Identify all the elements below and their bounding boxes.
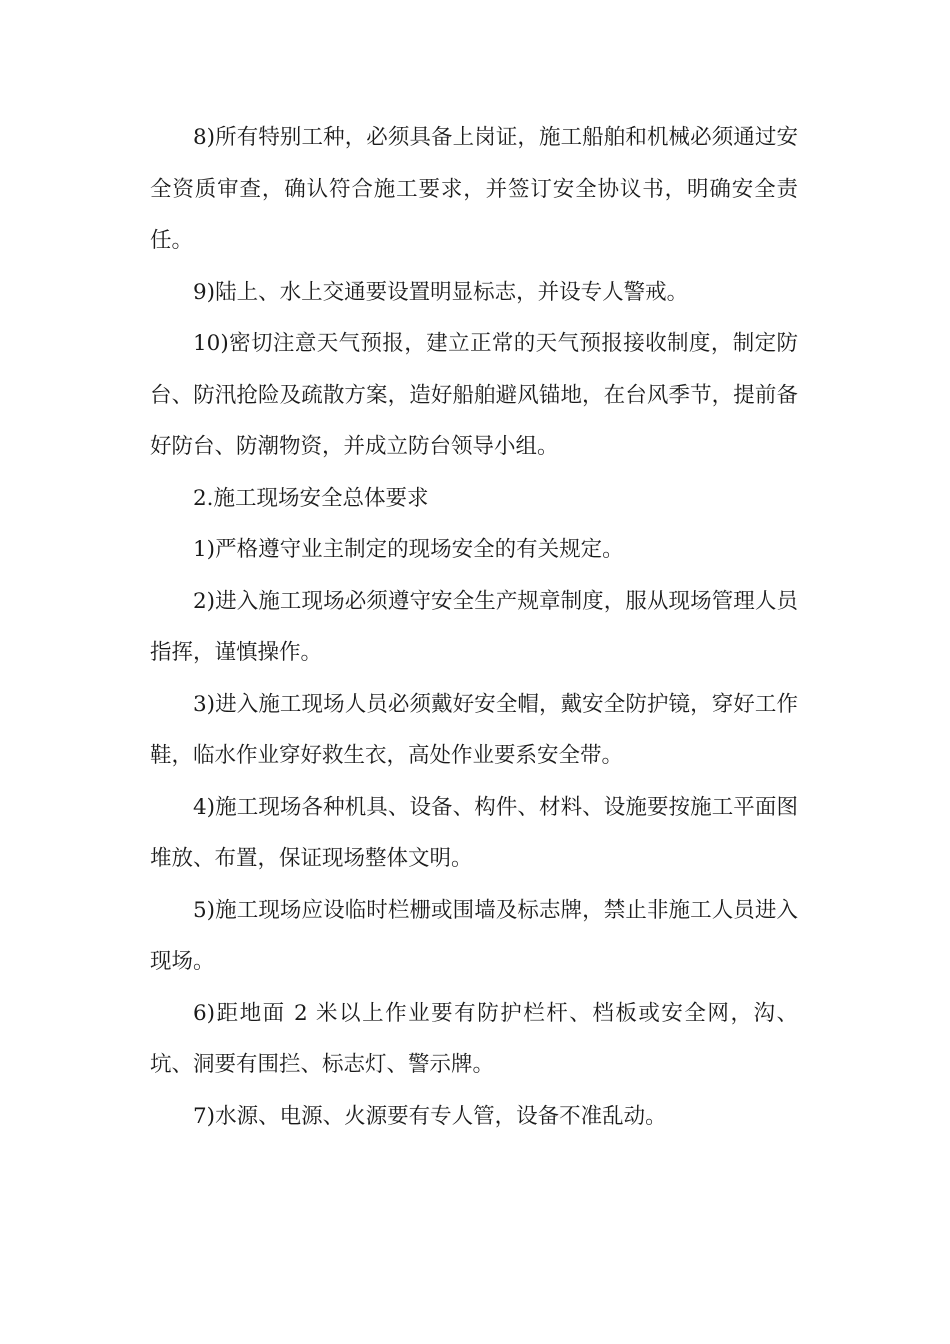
- paragraph-item-2: 2)进入施工现场必须遵守安全生产规章制度，服从现场管理人员指挥，谨慎操作。: [150, 588, 798, 665]
- document-page: [150, 112, 798, 1142]
- paragraph-item-7: 7)水源、电源、火源要有专人管，设备不准乱动。: [193, 1103, 667, 1129]
- paragraph-item-3: 3)进入施工现场人员必须戴好安全帽，戴安全防护镜，穿好工作鞋，临水作业穿好救生衣，高处作业要系安全带。: [150, 691, 798, 768]
- paragraph-item-8: 8)所有特别工种，必须具备上岗证，施工船舶和机械必须通过安全资质审查，确认符合施工要求，并签订安全协议书，明确安全责任。: [150, 125, 798, 253]
- paragraph-item-10: 10)密切注意天气预报，建立正常的天气预报接收制度，制定防台、防汛抢险及疏散方案，造好船舶避风锚地，在台风季节，提前备好防台、防潮物资，并成立防台领导小组。: [150, 331, 798, 459]
- paragraph-item-9: 9)陆上、水上交通要设置明显标志，并设专人警戒。: [193, 279, 689, 305]
- paragraph-item-4: 4)施工现场各种机具、设备、构件、材料、设施要按施工平面图堆放、布置，保证现场整体文明。: [150, 794, 798, 871]
- paragraph-item-5: 5)施工现场应设临时栏栅或围墙及标志牌，禁止非施工人员进入现场。: [150, 897, 798, 974]
- paragraph-item-1: 1)严格遵守业主制定的现场安全的有关规定。: [193, 537, 624, 562]
- section-heading: 2.施工现场安全总体要求: [193, 485, 429, 511]
- paragraph-item-6: 6)距地面 2 米以上作业要有防护栏杆、档板或安全网，沟、坑、洞要有围拦、标志灯、警示牌。: [150, 1000, 798, 1077]
